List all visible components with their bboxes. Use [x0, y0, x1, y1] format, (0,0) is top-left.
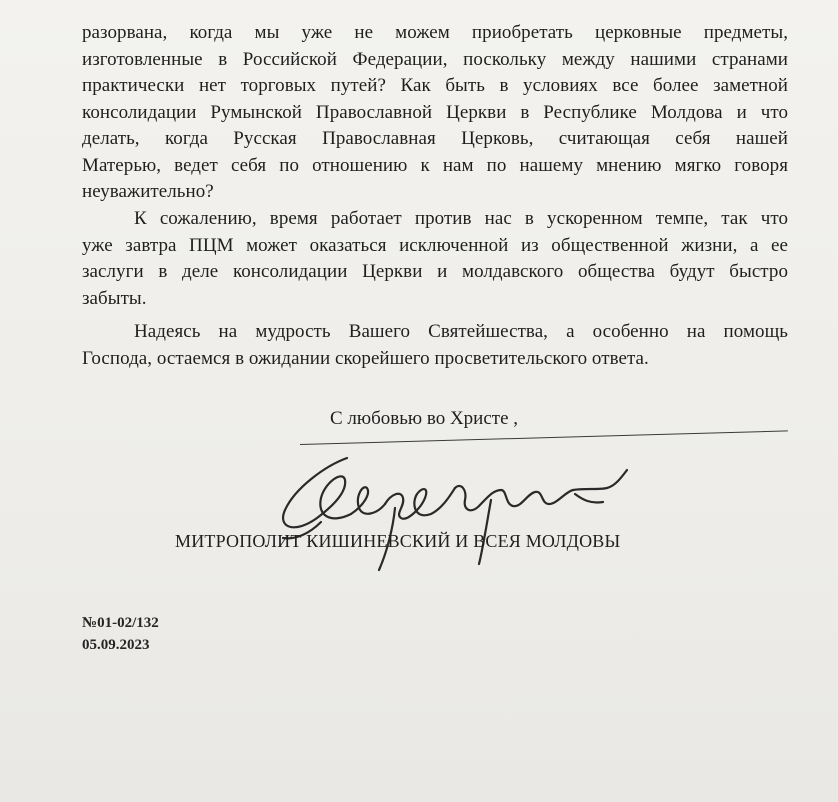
paragraph-line: забыты. [82, 287, 147, 309]
paragraph-line: Господа, остаемся в ожидании скорейшего просветительского ответа. [82, 347, 649, 369]
paragraph-line: Надеясь на мудрость Вашего Святейшества, а особенно на помощь [134, 321, 788, 342]
closing-salutation: С любовью во Христе , [330, 408, 518, 429]
letter-paragraph-3 [82, 319, 788, 372]
paragraph-line: К сожалению, время работает против нас в ускоренном темпе, так что [134, 208, 788, 229]
paragraph-line: изготовленные в Российской Федерации, поскольку между нашими странами [82, 48, 788, 70]
paragraph-line: уже завтра ПЦМ может оказаться исключенной из общественной жизни, а ее [82, 234, 788, 256]
paragraph-line: консолидации Румынской Православной Церкви в Республике Молдова и что [82, 101, 788, 123]
letter-paragraph-1 [82, 20, 788, 206]
signer-title: МИТРОПОЛИТ КИШИНЕВСКИЙ И ВСЕЯ МОЛДОВЫ [175, 531, 621, 551]
document-meta [82, 612, 159, 656]
paragraph-line: заслуги в деле консолидации Церкви и молдавского общества будут быстро [82, 261, 788, 282]
paragraph-line: Матерью, ведет себя по отношению к нам по нашему мнению мягко говоря [82, 154, 788, 176]
paragraph-line: практически нет торговых путей? Как быть в условиях все более заметной [82, 75, 788, 96]
signature-line [300, 430, 788, 445]
letter-paragraph-2 [82, 206, 788, 312]
document-number: №01-02/132 [82, 615, 159, 631]
paragraph-line: делать, когда Русская Православная Церковь, считающая себя нашей [82, 128, 788, 149]
paragraph-line: разорвана, когда мы уже не можем приобретать церковные предметы, [82, 22, 788, 43]
paragraph-line: неуважительно? [82, 181, 214, 202]
document-date: 05.09.2023 [82, 637, 150, 653]
handwritten-signature [255, 448, 635, 580]
